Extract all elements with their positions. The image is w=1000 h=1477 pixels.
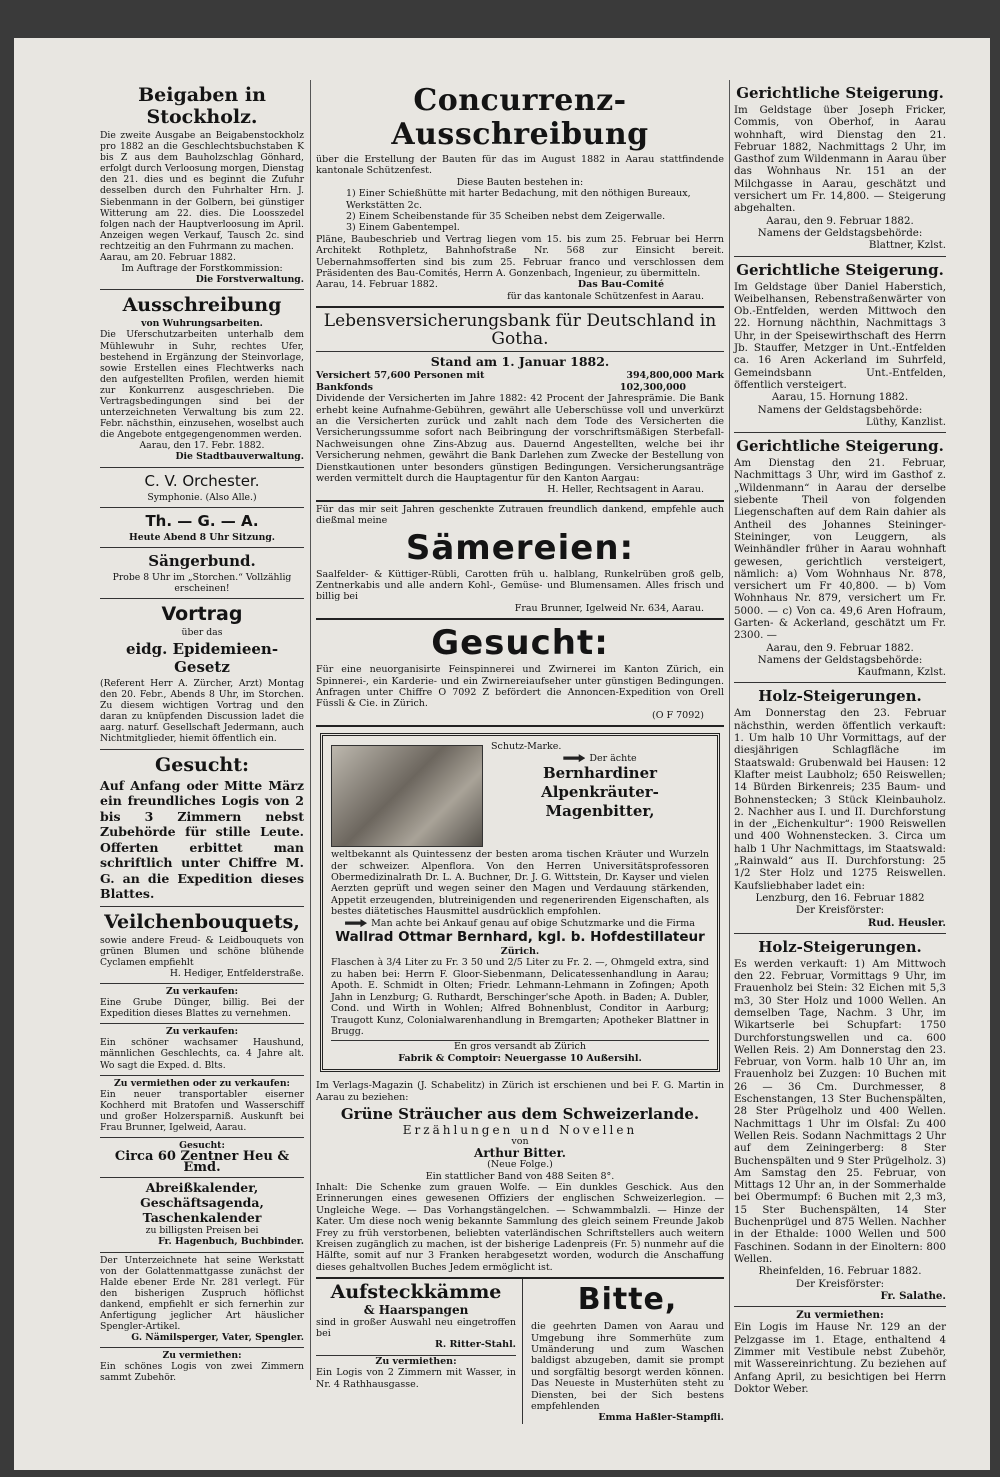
ad-author: Arthur Bitter. [474, 1145, 566, 1160]
ad-stockholz [100, 80, 304, 290]
ad-body: Auf Anfang oder Mitte März ein freundliches Logis von 2 bis 3 Zimmern nebst Zubehörde für stille Leute. Offerten erbittet man schriftlich unter Chiffre M. G. an die Expedition dieses Blattes. [100, 777, 304, 902]
column-left [100, 80, 304, 1388]
ad-signature: Namens der Geldstagsbehörde: [757, 403, 923, 416]
ad-text: von [511, 1136, 529, 1148]
ad-body: Im Geldstage über Daniel Haberstich, Weibelhansen, Rebenstraßenwärter von Ob.-Entfelden, werden Mittwoch den 22. Hornung nächthin, Nachmittags 3 Uhr, in der Speisewirthschaft des Herrn Jb. Stauffer, Metzger in Unt.-Entfelden ca. 16 Aren Ackerland im Suhrfeld, Gemeindsbann Unt.-Entfelden, öffentlich versteigert. [734, 280, 946, 391]
table-cell: Bankfonds [316, 381, 373, 393]
ad-title: Gerichtliche Steigerung. [736, 84, 944, 102]
ad-date: Aarau, den 9. Februar 1882. [766, 641, 914, 654]
product-name: Alpenkräuter- [541, 783, 659, 802]
ad-signature: Fr. Salathe. [880, 1289, 946, 1302]
ad-title: Sängerbund. [148, 551, 256, 570]
ad-date: Aarau, 15. Hornung 1882. [771, 391, 909, 404]
ad-title: Holz-Steigerungen. [758, 937, 922, 956]
ad-title: Gesucht: [431, 623, 609, 664]
ad-body: Symphonie. (Also Alle.) [147, 491, 257, 503]
ad-date: Lenzburg, den 16. Februar 1882 [755, 891, 925, 904]
ad-body: sowie andere Freud- & Leidbouquets von grünen Blumen und schöne blühende Cyclamen empfiehlt [100, 934, 304, 968]
ad-title: Th. — G. — A. [145, 511, 259, 530]
ad-signature: H. Heller, Rechtsagent in Aarau. [547, 484, 704, 496]
ad-verkauf-duenger [100, 984, 304, 1024]
ad-body: Im Geldstage über Joseph Fricker, Commis, von Oberhof, in Aarau wohnhaft, wird Dienstag den 21. Februar 1882, Nachmittags 2 Uhr, im Gasthof zum Wildenmann in Aarau über das Wohnhaus Nr. 151 an der Milchgasse in Aarau, geschätzt und versichert um Fr. 14,800. — Steigerung abgehalten. [734, 104, 946, 215]
ad-body: Pläne, Baubeschrieb und Vertrag liegen vom 15. bis zum 25. Februar bei Herrn Architekt Rothpletz, Bahnhofstraße Nr. 568 zur Einsicht bereit. Uebernahmsofferten sind bis zum 25. Februar franco und verschlossen dem Präsidenten des Bau-Comités, Herrn A. Gonzenbach, Ingenieur, zu übermitteln. [316, 233, 724, 280]
ad-verkauf-hund [100, 1024, 304, 1075]
ad-body: Eine Grube Dünger, billig. Bei der Expedition dieses Blattes zu vernehmen. [100, 997, 304, 1020]
ad-concurrenz [316, 80, 724, 308]
list-item: 1) Einer Schießhütte mit harter Bedachung, mit den nöthigen Bureaux, Werkstätten 2c. [346, 188, 691, 211]
ad-date: Rheinfelden, 16. Februar 1882. [758, 1265, 922, 1278]
ad-title: Zu vermiethen oder zu verkaufen: [114, 1077, 290, 1089]
ad-werkstatt [100, 1253, 304, 1349]
column-rule [729, 80, 730, 1380]
ad-body: die geehrten Damen von Aarau und Umgebung ihre Sommerhüte zum Umänderung und zum Waschen baldigst abzugeben, damit sie prompt und sorgfältig besorgt werden können. Das Neueste in Musterhüten steht zu Diensten, bei der Sich bestens empfehlenden [531, 1321, 724, 1413]
ad-body: Die Uferschutzarbeiten unterhalb dem Mühlewuhr in Suhr, rechtes Ufer, bestehend in Ergänzung der Steinvorlage, sowie Erstellen eines Flechtwerks nach den aufgestellten Profilen, werden hiemit zur Konkurrenz ausgeschrieben. Die Vertragsbedingungen sind bei der unterzeichneten Verwaltung bis zum 22. Febr. nächsthin, einzusehen, woselbst auch die Angebote entgegengenommen werden. [100, 329, 304, 441]
company-name: Wallrad Ottmar Bernhard, kgl. b. Hofdestillateur [335, 929, 705, 946]
ad-text: En gros versandt ab Zürich [331, 1040, 709, 1052]
ad-subtitle: & Haarspangen [363, 1303, 469, 1318]
ad-bitte [531, 1279, 724, 1424]
ad-title: Holz-Steigerungen. [758, 687, 922, 706]
ad-holz-rheinfelden [734, 934, 946, 1307]
ad-title: Taschenkalender [142, 1210, 262, 1226]
ad-signature: Das Bau-Comité [577, 279, 664, 291]
ad-body: Dividende der Versicherten im Jahre 1882: 42 Procent der Jahresprämie. Die Bank erhebt keine Aufnahme-Gebühren, gewährt alle Ueberschüsse voll und unverkürzt an die Versicherten zurück und zahlt nach dem Tode des Versicherten die Versicherungssumme sofort nach Beibringung der vorschriftsmäßigen Sterbefall-Nachweisungen ohne Zins-Abzug aus. Dauernd Angestellten, welche bei ihr Versicherung nehmen, gewährt die Bank Darlehen zum Zwecke der Bestellung von Dienstkautionen unter besonders günstigen Bedingungen. Versicherungsanträge werden vermittelt durch die Hauptagentur für den Kanton Aargau: [316, 393, 724, 484]
ad-body: Am Dienstag den 21. Februar, Nachmittags 3 Uhr, wird im Gasthof z. „Wildenmann“ in Aarau der derselbe siebente Theil von folgenden Liegenschaften auf dem Rain dahier als Antheil des Johannes Steininger-Steininger, von Leuggern, als Weinhändler früher in Aarau wohnhaft gewesen, gerichtlich versteigert, nämlich: a) Vom Wohnhaus Nr. 878, versichert um Fr 40,800. — b) Vom Wohnhaus Nr. 879, versichert um Fr. 5000. — c) Von ca. 49,6 Aren Hofraum, Garten- & Ackerland, geschätzt um Fr. 2300. — [734, 457, 946, 642]
ad-date: Aarau, am 20. Februar 1882. [100, 252, 236, 264]
ad-body: weltbekannt als Quintessenz der besten aroma tischen Kräuter und Wurzeln der schweizer. Alpenflora. Von den Herren Universitätsprofessoren Obermedizinalrath Dr. L. A. Buchner, Dr. J. G. Wittstein, Dr. Kayser und vielen Aerzten geprüft und wegen seiner den Magen und Verdauung stärkenden, Appetit erzeugenden, blutreinigenden und regenerirenden Eigenschaften, als bestes diätetisches Hausmittel ausdrücklich empfohlen. [331, 849, 709, 918]
ad-title: Zu vermiethen: [162, 1350, 242, 1362]
ad-title: Bitte, [577, 1282, 678, 1318]
ad-body: Heute Abend 8 Uhr Sitzung. [128, 531, 276, 543]
column-middle [316, 80, 724, 1424]
list-item: 2) Einem Scheibenstande für 35 Scheiben nebst dem Zeigerwalle. [346, 211, 666, 223]
ad-kochherd [100, 1076, 304, 1138]
ad-title: Gerichtliche Steigerung. [736, 260, 944, 279]
ad-text: Man achte bei Ankauf genau auf obige Schutzmarke und die Firma [371, 917, 695, 929]
ad-title: Sämereien: [405, 527, 635, 568]
bottom-row [316, 1279, 724, 1424]
ad-steigerung-haberstich [734, 257, 946, 434]
ad-text: (Neue Folge.) [487, 1159, 553, 1171]
ad-body: Ein Logis im Hause Nr. 129 an der Pelzgasse im 1. Etage, enthaltend 4 Zimmer mit Vestibule nebst Zubehör, mit Wassereinrichtung. Zu beziehen auf Anfang April, zu besichtigen bei Herrn Doktor Weber. [734, 1321, 946, 1395]
trademark-image [331, 745, 483, 847]
ad-title: C. V. Orchester. [144, 471, 260, 490]
table-cell: 394,800,000 Mark [626, 370, 724, 382]
ad-signature: Namens der Geldstagsbehörde: [757, 226, 923, 239]
ad-subtitle: Stand am 1. Januar 1882. [430, 354, 610, 370]
product-name: Bernhardiner [542, 764, 658, 783]
ad-body: Es werden verkauft: 1) Am Mittwoch den 22. Februar, Vormittags 9 Uhr, im Frauenholz bei Stein: 32 Eichen mit 5,3 m3, 30 Ster Holz und 1000 Wellen. An demselben Tage, Nachm. 3 Uhr, im Wikartserle bei Schupfart: 1750 Durchforstungswellen und ca. 600 Wellen Reis. 2) Am Donnerstag den 23. Februar, von Vorm. halb 10 Uhr an, im Frauenholz bei Zuzgen: 10 Buchen mit 26 — 36 Cm. Durchmesser, 8 Eschenstangen, 13 Ster Buchenspälten, 28 Ster Prügelholz und 400 Wellen. Nachmittags 1 Uhr im Olsfal: Zu 400 Wellen Reis. Sodann Nachmittags 2 Uhr auf dem Zeiningerberg: 8 Ster Buchenspälten und 9 Ster Prügelholz. 3) Am Samstag den 25. Februar, von Mittags 12 Uhr an, in der Sommerhalde bei Obermumpf: 6 Buchen mit 2,3 m3, 15 Ster Buchenspälten, 14 Ster Buchenprügel und 875 Wellen. Nachher in der Ethalde: 1000 Wellen und 500 Faschinen. Sodann in der Einoltern: 800 Wellen. [734, 957, 946, 1265]
ad-signature: Emma Haßler-Stampfli. [598, 1412, 724, 1424]
ad-vortrag [100, 599, 304, 750]
ad-signature: Blattner, Kzlst. [868, 239, 946, 252]
trademark-label: Schutz-Marke. [491, 741, 562, 753]
ad-body: Für das mir seit Jahren geschenkte Zutrauen freundlich dankend, empfehle auch dießmal meine [316, 503, 724, 527]
ad-body: (Referent Herr A. Zürcher, Arzt) Montag den 20. Febr., Abends 8 Uhr, im Storchen. Zu diesem wichtigen Vortrag und den daran zu knüpfenden Discussion ladet die aarg. naturf. Gesellschaft Jedermann, auch Nichtmitglieder, hiemit öffentlich ein. [100, 678, 304, 745]
ad-thga [100, 508, 304, 548]
ad-signature: Namens der Geldstagsbehörde: [757, 653, 923, 666]
ad-body: Ein neuer transportabler eiserner Kochherd mit Bratofen und Wasserschiff und großer Holzersparniß. Auskunft bei Frau Brunner, Igelweid, Aarau. [100, 1088, 304, 1133]
ad-vermiethen-pelzgasse [734, 1307, 946, 1399]
ad-title: Abreißkalender, [145, 1180, 259, 1196]
ad-body: Die zweite Ausgabe an Beigabenstockholz pro 1882 an die Geschlechtsbuchstaben K bis Z aus dem Bauholzschlag Gönhard, erfolgt durch Verloosung morgen, Dienstag den 21. dies und es beginnt die Zufuhr desselben durch den Fuhrhalter Hrn. J. Siebenmann in der Golbern, bei günstiger Witterung am 22. dies. Die Loosszedel folgen nach der Hauptverloosung im April. Anzeigen wegen Verkauf, Tausch 2c. sind rechtzeitig an den Fuhrmann zu machen. [100, 130, 304, 252]
ad-body: Am Donnerstag den 23. Februar nächsthin, werden öffentlich verkauft: 1. Um halb 10 Uhr Vormittags, auf der diesjährigen Schlagfläche im Staatswald: Grubenwald bei Hausen: 12 Klafter meist Laubholz; 650 Reiswellen; 14 Bürden Birkenreis; 235 Baum- und Bohnenstecken; 3 Stück Kleinbauholz. 2. Nachher aus I. und II. Durchforstung in der „Eichenkultur“: 1900 Reiswellen und 400 Wohnenstecken. 3. Circa um halb 1 Uhr Nachmittags, im Staatswald: „Rainwald“ aus II. Durchforstung: 25 1/2 Ster Holz und 1275 Reiswellen. Kaufsliebhaber ladet ein: [734, 707, 946, 892]
ad-signature: Frau Brunner, Igelweid Nr. 634, Aarau. [514, 602, 704, 614]
ad-text: Der ächte [589, 752, 637, 764]
ad-body: Ein Logis von 2 Zimmern mit Wasser, in Nr. 4 Rathhausgasse. [316, 1367, 516, 1390]
ad-text: über das [181, 626, 223, 638]
ad-body: sind in großer Auswahl neu eingetroffen bei [316, 1316, 516, 1340]
ad-magenbitter [320, 733, 720, 1072]
ad-text: Diese Bauten bestehen in: [456, 176, 584, 188]
ad-body: Probe 8 Uhr im „Storchen.“ Vollzählig erscheinen! [112, 571, 292, 594]
ad-signature: H. Hediger, Entfelderstraße. [169, 967, 304, 979]
product-name: Magenbitter, [545, 802, 655, 821]
ad-signature: Der Kreisförster: [795, 1277, 885, 1290]
company-city: Zürich. [500, 946, 540, 958]
ad-title: Grüne Sträucher aus dem Schweizerlande. [340, 1104, 700, 1123]
ad-holz-lenzburg [734, 683, 946, 933]
ad-saemereien [316, 502, 724, 620]
ad-body: Ein schöner wachsamer Haushund, männlichen Geschlechts, ca. 4 Jahre alt. Wo sagt die Exped. d. Blts. [100, 1037, 304, 1071]
ad-body: Im Verlags-Magazin (J. Schabelitz) in Zürich ist erschienen und bei F. G. Martin in Aarau zu beziehen: [316, 1080, 724, 1103]
ad-title: Aufsteckkämme [330, 1281, 502, 1304]
ad-date: Aarau, 14. Februar 1882. [316, 279, 438, 291]
ad-signature: R. Ritter-Stahl. [434, 1339, 516, 1351]
ad-title: Zu vermiethen: [316, 1355, 516, 1367]
ad-title: Veilchenbouquets, [104, 910, 300, 933]
ad-subtitle: Erzählungen und Novellen [402, 1122, 638, 1137]
ad-title: Gerichtliche Steigerung. [736, 437, 944, 456]
trademark-block [331, 741, 709, 821]
ad-body: zu billigsten Preisen bei [145, 1225, 259, 1237]
ad-title: Zu verkaufen: [166, 1026, 238, 1038]
ad-signature: Kaufmann, Kzlst. [857, 666, 946, 679]
ad-title: Zu vermiethen: [796, 1309, 884, 1322]
ad-text: Fabrik & Comptoir: Neuergasse 10 Außersihl. [398, 1052, 642, 1064]
ad-title: Ausschreibung [122, 294, 282, 317]
ad-signature: Fr. Hagenbuch, Buchbinder. [158, 1236, 304, 1248]
list-item: 3) Einem Gabentempel. [346, 222, 460, 234]
ad-signature: Rud. Heusler. [867, 916, 946, 929]
ad-signature: G. Nämilsperger, Vater, Spengler. [131, 1332, 304, 1344]
ad-subtitle: eidg. Epidemieen-Gesetz [125, 640, 279, 676]
ad-title: Gesucht: [179, 1140, 225, 1152]
column-rule [310, 80, 311, 1380]
ad-wuhrung [100, 290, 304, 467]
ad-body: Ein schönes Logis von zwei Zimmern sammt Zubehör. [100, 1361, 304, 1384]
ad-signature: Die Stadtbauverwaltung. [175, 451, 304, 463]
ad-gesucht-logis [100, 750, 304, 907]
ad-body: Für eine neuorganisirte Feinspinnerei und Zwirnerei im Kanton Zürich, ein Spinnerei-, ein Karderie- und ein Zwirnereiaufseher unter günstigen Bedingungen. Anfragen unter Chiffre O 7092 Z befördert die Annoncen-Expedition von Orell Füssli & Cie. in Zürich. [316, 664, 724, 710]
ad-body: Der Unterzeichnete hat seine Werkstatt von der Golattenmattgasse zunächst der Halde ebener Erde Nr. 281 verlegt. Für den bisherigen Zuspruch höflichst dankend, empfiehlt er sich fernerhin zur Anfertigung jeglicher Art häuslicher Spengler-Artikel. [100, 1254, 304, 1333]
ad-date: Aarau, den 9. Februar 1882. [766, 214, 914, 227]
ad-veilchen [100, 907, 304, 984]
ad-vermiethen [100, 1348, 304, 1387]
ad-code: (O F 7092) [651, 709, 704, 721]
pointing-hand-icon [345, 919, 367, 927]
ad-date: Aarau, den 17. Febr. 1882. [139, 440, 265, 452]
ad-steigerung-steininger [734, 433, 946, 683]
ad-kaemme [316, 1279, 523, 1424]
ad-kalender [100, 1178, 304, 1252]
ad-title: Geschäftsagenda, [140, 1195, 264, 1211]
ad-signature: Der Kreisförster: [795, 904, 885, 917]
ad-body: Inhalt: Die Schenke zum grauen Wolfe. — Ein dunkles Geschick. Aus den Erinnerungen eines gewesenen Offiziers der englischen Schweizerlegion. — Ungleiche Wege. — Das Vorhangstängelchen. — Schwammbalzli. — Hinze der Kater. Um diese noch wenig bekannte Sammlung des gleich seinem Freunde Jakob Frey zu früh verstorbenen, beliebten vaterländischen Schriftstellers auch weitern Kreisen zugänglich zu machen, ist der bisherige Ladenpreis (Fr. 5) nunmehr auf die Hälfte, somit auf nur 3 Franken herabgesetzt worden, wodurch die Anschaffung dieses gehaltvollen Buches Jedem ermöglicht ist. [316, 1181, 724, 1273]
ad-body: über die Erstellung der Bauten für das im August 1882 in Aarau stattfindende kantonale Schützenfest. [316, 154, 724, 177]
pointing-hand-icon [563, 754, 585, 762]
ad-steigerung-fricker [734, 80, 946, 257]
ad-subtitle: von Wuhrungsarbeiten. [141, 318, 263, 330]
column-right [734, 80, 946, 1399]
ad-lebensversicherung [316, 308, 724, 501]
ad-title: Zu verkaufen: [166, 985, 238, 997]
ad-title: Beigaben in Stockholz. [138, 84, 266, 128]
ad-body: Saalfelder- & Küttiger-Rübli, Carotten früh u. halblang, Runkelrüben groß gelb, Zentnerkabis und alle andern Kohl-, Gemüse- und Blumensamen. Alles frisch und billig bei [316, 568, 724, 603]
ad-text: Ein stattlicher Band von 488 Seiten 8°. [425, 1170, 615, 1182]
ad-signature: für das kantonale Schützenfest in Aarau. [507, 290, 704, 302]
table-cell: 102,300,000 [619, 381, 686, 393]
ad-signature: Im Auftrage der Forstkommission: [121, 263, 283, 275]
ad-signature: Lüthy, Kanzlist. [865, 415, 946, 428]
table-cell: Versichert 57,600 Personen mit [316, 370, 485, 382]
ad-buch [316, 1078, 724, 1279]
ad-saengerbund [100, 548, 304, 599]
ad-orchester [100, 468, 304, 508]
ad-heu [100, 1138, 304, 1178]
ad-body: Flaschen à 3/4 Liter zu Fr. 3 50 und 2/5 Liter zu Fr. 2. —, Ohmgeld extra, sind zu haben bei: Herrn F. Gloor-Siebenmann, Delicatessenhandlung in Aarau; Apoth. E. Schmidt in Olten; Friedr. Lehmann-Lehmann in Zofingen; Apoth Jahn in Lenzburg; G. Ruthardt, Berschinger'sche Apoth. in Baden; A. Dubler, Cond. und Wirth in Wohlen; Alfred Bohnenblust, Conditor in Aarburg; Traugott Kunz, Colonialwarenhandlung in Bremgarten; Apotheker Blattner in Brugg. [331, 957, 709, 1037]
ad-body: Circa 60 Zentner Heu & Emd. [114, 1149, 290, 1176]
ad-signature: Die Forstverwaltung. [195, 274, 304, 286]
ad-title: Lebensversicherungsbank für Deutschland in Gotha. [316, 312, 724, 352]
ad-title: Concurrenz-Ausschreibung [391, 83, 649, 152]
ad-gesucht-spinnerei [316, 620, 724, 727]
ad-title: Vortrag [161, 602, 243, 625]
ad-title: Gesucht: [155, 753, 249, 776]
